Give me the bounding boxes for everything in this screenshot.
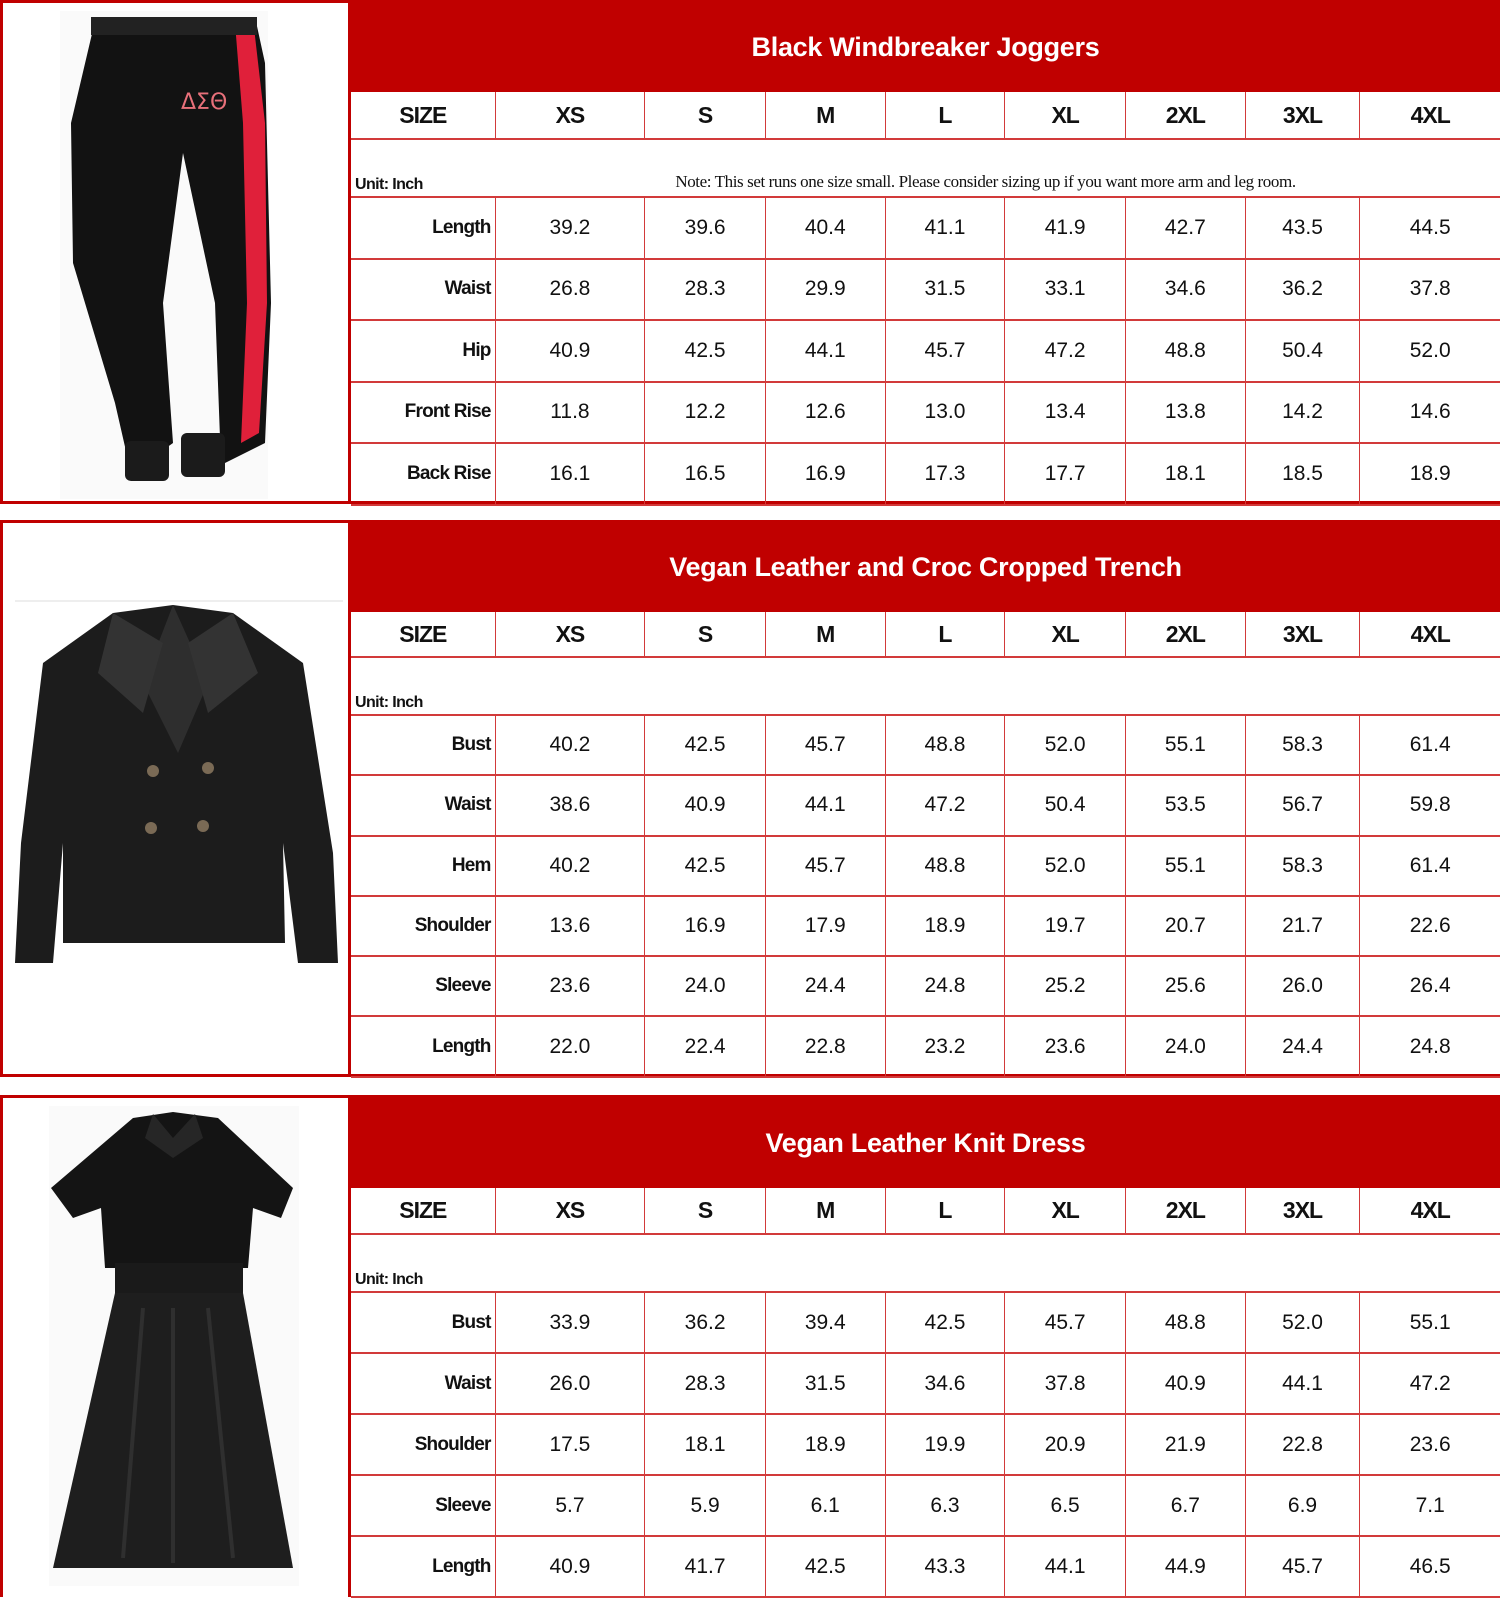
table-row <box>351 1293 1500 1354</box>
table-row <box>351 897 1500 957</box>
measurement-value: 16.1 <box>496 444 646 504</box>
table-row <box>351 837 1500 897</box>
size-header-l: L <box>886 92 1006 138</box>
size-header-xl: XL <box>1005 92 1126 138</box>
measurement-label: Length <box>351 198 496 258</box>
measurement-value: 6.7 <box>1126 1476 1246 1535</box>
unit-row <box>351 140 1500 198</box>
measurement-value: 33.1 <box>1005 260 1126 320</box>
measurement-value: 18.1 <box>1126 444 1246 504</box>
measurement-value: 18.9 <box>766 1415 886 1474</box>
measurement-value: 34.6 <box>1126 260 1246 320</box>
measurement-value: 11.8 <box>496 383 646 443</box>
measurement-value: 42.5 <box>645 321 766 381</box>
measurement-value: 40.9 <box>496 1537 646 1596</box>
size-header-2xl: 2XL <box>1126 92 1246 138</box>
measurement-value: 20.9 <box>1005 1415 1126 1474</box>
size-header-3xl: 3XL <box>1246 1188 1361 1233</box>
size-column-header: SIZE <box>351 92 496 138</box>
measurement-value: 6.9 <box>1246 1476 1361 1535</box>
unit-label: Unit: Inch <box>355 1271 423 1288</box>
table-row <box>351 260 1500 322</box>
measurement-value: 24.4 <box>766 957 886 1015</box>
measurement-value: 26.8 <box>496 260 646 320</box>
size-chart-trench <box>0 520 1500 1077</box>
measurement-value: 22.4 <box>645 1017 766 1075</box>
measurement-value: 6.1 <box>766 1476 886 1535</box>
size-header-xs: XS <box>496 1188 646 1233</box>
measurement-value: 17.3 <box>886 444 1006 504</box>
size-header-xs: XS <box>496 92 646 138</box>
measurement-value: 18.5 <box>1246 444 1361 504</box>
measurement-value: 14.6 <box>1409 400 1451 424</box>
measurement-value: 45.7 <box>1246 1537 1361 1596</box>
measurement-value: 21.9 <box>1126 1415 1246 1474</box>
measurement-value: 48.8 <box>886 716 1006 774</box>
measurement-value: 40.4 <box>766 198 886 258</box>
product-image-trench <box>3 523 351 1074</box>
measurement-value: 47.2 <box>886 776 1006 834</box>
measurement-value: 5.7 <box>496 1476 646 1535</box>
measurement-value: 43.5 <box>1246 198 1361 258</box>
measurement-value: 55.1 <box>1126 716 1246 774</box>
measurement-value: 36.2 <box>645 1293 766 1352</box>
size-header-xs: XS <box>496 612 646 656</box>
measurement-value: 37.8 <box>1005 1354 1126 1413</box>
measurement-value: 25.6 <box>1126 957 1246 1015</box>
table-row <box>351 776 1500 836</box>
measurement-label: Waist <box>351 776 496 834</box>
measurement-value: 21.7 <box>1246 897 1361 955</box>
measurement-value: 22.8 <box>1246 1415 1361 1474</box>
measurement-value: 36.2 <box>1246 260 1361 320</box>
measurement-value: 13.4 <box>1005 383 1126 443</box>
measurement-value: 23.6 <box>1409 1432 1451 1456</box>
product-image-joggers <box>3 3 351 501</box>
size-table-joggers <box>351 3 1500 506</box>
measurement-value: 23.6 <box>1005 1017 1126 1075</box>
measurement-value: 45.7 <box>766 716 886 774</box>
measurement-value: 17.9 <box>766 897 886 955</box>
size-chart-joggers <box>0 0 1500 504</box>
size-header-row <box>351 92 1500 140</box>
measurement-value: 24.4 <box>1246 1017 1361 1075</box>
measurement-label: Sleeve <box>351 1476 496 1535</box>
measurement-label: Sleeve <box>351 957 496 1015</box>
measurement-value: 23.2 <box>886 1017 1006 1075</box>
measurement-value: 24.0 <box>1126 1017 1246 1075</box>
measurement-value: 50.4 <box>1246 321 1361 381</box>
measurement-value: 46.5 <box>1409 1554 1451 1578</box>
table-row <box>351 383 1500 445</box>
measurement-value: 24.8 <box>1409 1034 1451 1058</box>
size-header-row <box>351 1188 1500 1235</box>
measurement-label: Back Rise <box>351 444 496 504</box>
joggers-illustration <box>3 3 348 503</box>
measurement-value: 41.7 <box>645 1537 766 1596</box>
measurement-value: 42.5 <box>886 1293 1006 1352</box>
unit-row <box>351 658 1500 716</box>
measurement-value: 26.0 <box>1246 957 1361 1015</box>
table-row <box>351 1476 1500 1537</box>
sizing-note: Note: This set runs one size small. Please consider sizing up if you want more arm and leg room. <box>675 172 1296 191</box>
measurement-value: 18.1 <box>645 1415 766 1474</box>
measurement-value: 23.6 <box>496 957 646 1015</box>
size-header-xl: XL <box>1005 1188 1126 1233</box>
size-header-4xl: 4XL <box>1410 1197 1450 1223</box>
measurement-value: 14.2 <box>1246 383 1361 443</box>
measurement-label: Hip <box>351 321 496 381</box>
measurement-value: 44.5 <box>1409 215 1451 239</box>
measurement-value: 38.6 <box>496 776 646 834</box>
measurement-value: 40.2 <box>496 837 646 895</box>
measurement-value: 59.8 <box>1409 793 1451 817</box>
trench-illustration <box>3 523 348 1077</box>
measurement-value: 22.6 <box>1409 914 1451 938</box>
measurement-value: 5.9 <box>645 1476 766 1535</box>
measurement-value: 58.3 <box>1246 837 1361 895</box>
table-title: Vegan Leather Knit Dress <box>351 1098 1500 1188</box>
size-header-s: S <box>645 92 766 138</box>
measurement-value: 52.0 <box>1005 837 1126 895</box>
size-header-s: S <box>645 1188 766 1233</box>
measurement-value: 13.6 <box>496 897 646 955</box>
measurement-label: Front Rise <box>351 383 496 443</box>
measurement-value: 50.4 <box>1005 776 1126 834</box>
measurement-value: 31.5 <box>886 260 1006 320</box>
measurement-value: 26.0 <box>496 1354 646 1413</box>
size-header-4xl: 4XL <box>1410 620 1450 647</box>
measurement-value: 39.4 <box>766 1293 886 1352</box>
measurement-value: 40.9 <box>1126 1354 1246 1413</box>
measurement-value: 37.8 <box>1409 277 1451 301</box>
table-row <box>351 1537 1500 1598</box>
size-header-m: M <box>766 92 886 138</box>
table-title: Vegan Leather and Croc Cropped Trench <box>351 523 1500 612</box>
size-header-2xl: 2XL <box>1126 612 1246 656</box>
table-row <box>351 716 1500 776</box>
greek-letters-logo: ΔΣΘ <box>181 90 228 115</box>
measurement-value: 39.2 <box>496 198 646 258</box>
measurement-value: 44.9 <box>1126 1537 1246 1596</box>
table-row <box>351 321 1500 383</box>
measurement-value: 16.9 <box>766 444 886 504</box>
measurement-value: 16.5 <box>645 444 766 504</box>
size-header-l: L <box>886 612 1006 656</box>
size-header-m: M <box>766 1188 886 1233</box>
measurement-value: 45.7 <box>886 321 1006 381</box>
measurement-value: 41.1 <box>886 198 1006 258</box>
size-header-4xl: 4XL <box>1410 101 1450 128</box>
measurement-value: 17.5 <box>496 1415 646 1474</box>
size-table-dress <box>351 1098 1500 1598</box>
unit-row <box>351 1235 1500 1293</box>
measurement-value: 28.3 <box>645 260 766 320</box>
size-column-header: SIZE <box>351 1188 496 1233</box>
measurement-value: 48.8 <box>1126 321 1246 381</box>
measurement-value: 22.0 <box>496 1017 646 1075</box>
measurement-value: 56.7 <box>1246 776 1361 834</box>
size-header-row <box>351 612 1500 658</box>
measurement-value: 7.1 <box>1415 1493 1445 1517</box>
measurement-value: 6.5 <box>1005 1476 1126 1535</box>
measurement-label: Shoulder <box>351 1415 496 1474</box>
table-row <box>351 1017 1500 1077</box>
table-row <box>351 198 1500 260</box>
measurement-value: 42.5 <box>645 837 766 895</box>
measurement-value: 33.9 <box>496 1293 646 1352</box>
table-row <box>351 1354 1500 1415</box>
dress-illustration <box>3 1098 348 1598</box>
measurement-value: 44.1 <box>766 776 886 834</box>
measurement-value: 45.7 <box>1005 1293 1126 1352</box>
size-header-l: L <box>886 1188 1006 1233</box>
measurement-value: 39.6 <box>645 198 766 258</box>
size-header-xl: XL <box>1005 612 1126 656</box>
measurement-value: 58.3 <box>1246 716 1361 774</box>
measurement-value: 47.2 <box>1005 321 1126 381</box>
size-header-3xl: 3XL <box>1246 612 1361 656</box>
measurement-value: 52.0 <box>1005 716 1126 774</box>
measurement-value: 44.1 <box>766 321 886 381</box>
measurement-value: 55.1 <box>1126 837 1246 895</box>
measurement-label: Bust <box>351 1293 496 1352</box>
measurement-value: 24.8 <box>886 957 1006 1015</box>
measurement-value: 44.1 <box>1005 1537 1126 1596</box>
measurement-value: 20.7 <box>1126 897 1246 955</box>
measurement-value: 43.3 <box>886 1537 1006 1596</box>
measurement-value: 42.5 <box>766 1537 886 1596</box>
table-title: Black Windbreaker Joggers <box>351 3 1500 92</box>
measurement-label: Shoulder <box>351 897 496 955</box>
measurement-value: 16.9 <box>645 897 766 955</box>
measurement-value: 12.2 <box>645 383 766 443</box>
measurement-value: 25.2 <box>1005 957 1126 1015</box>
measurement-value: 29.9 <box>766 260 886 320</box>
size-column-header: SIZE <box>351 612 496 656</box>
size-table-trench <box>351 523 1500 1078</box>
unit-label: Unit: Inch <box>355 694 423 711</box>
table-row <box>351 957 1500 1017</box>
size-header-s: S <box>645 612 766 656</box>
measurement-value: 55.1 <box>1409 1310 1451 1334</box>
measurement-value: 19.7 <box>1005 897 1126 955</box>
measurement-value: 61.4 <box>1409 853 1451 877</box>
measurement-value: 61.4 <box>1409 733 1451 757</box>
measurement-value: 45.7 <box>766 837 886 895</box>
measurement-value: 18.9 <box>886 897 1006 955</box>
measurement-label: Waist <box>351 260 496 320</box>
size-chart-dress <box>0 1095 1500 1597</box>
measurement-value: 42.7 <box>1126 198 1246 258</box>
measurement-value: 26.4 <box>1409 974 1451 998</box>
measurement-value: 31.5 <box>766 1354 886 1413</box>
measurement-value: 41.9 <box>1005 198 1126 258</box>
measurement-value: 40.9 <box>496 321 646 381</box>
size-header-3xl: 3XL <box>1246 92 1361 138</box>
measurement-value: 52.0 <box>1409 338 1451 362</box>
measurement-value: 18.9 <box>1409 461 1451 485</box>
measurement-value: 53.5 <box>1126 776 1246 834</box>
measurement-value: 6.3 <box>886 1476 1006 1535</box>
measurement-value: 12.6 <box>766 383 886 443</box>
measurement-value: 40.9 <box>645 776 766 834</box>
size-header-2xl: 2XL <box>1126 1188 1246 1233</box>
measurement-value: 17.7 <box>1005 444 1126 504</box>
measurement-value: 24.0 <box>645 957 766 1015</box>
measurement-value: 13.8 <box>1126 383 1246 443</box>
measurement-value: 34.6 <box>886 1354 1006 1413</box>
measurement-label: Hem <box>351 837 496 895</box>
measurement-label: Waist <box>351 1354 496 1413</box>
measurement-value: 42.5 <box>645 716 766 774</box>
measurement-value: 40.2 <box>496 716 646 774</box>
measurement-label: Bust <box>351 716 496 774</box>
measurement-value: 48.8 <box>886 837 1006 895</box>
measurement-value: 52.0 <box>1246 1293 1361 1352</box>
size-header-m: M <box>766 612 886 656</box>
unit-label: Unit: Inch <box>355 176 423 193</box>
measurement-label: Length <box>351 1017 496 1075</box>
measurement-value: 47.2 <box>1409 1371 1451 1395</box>
measurement-value: 13.0 <box>886 383 1006 443</box>
product-image-dress <box>3 1098 351 1597</box>
measurement-value: 28.3 <box>645 1354 766 1413</box>
measurement-value: 44.1 <box>1246 1354 1361 1413</box>
table-row <box>351 1415 1500 1476</box>
measurement-value: 22.8 <box>766 1017 886 1075</box>
measurement-value: 19.9 <box>886 1415 1006 1474</box>
measurement-value: 48.8 <box>1126 1293 1246 1352</box>
table-row <box>351 444 1500 506</box>
measurement-label: Length <box>351 1537 496 1596</box>
